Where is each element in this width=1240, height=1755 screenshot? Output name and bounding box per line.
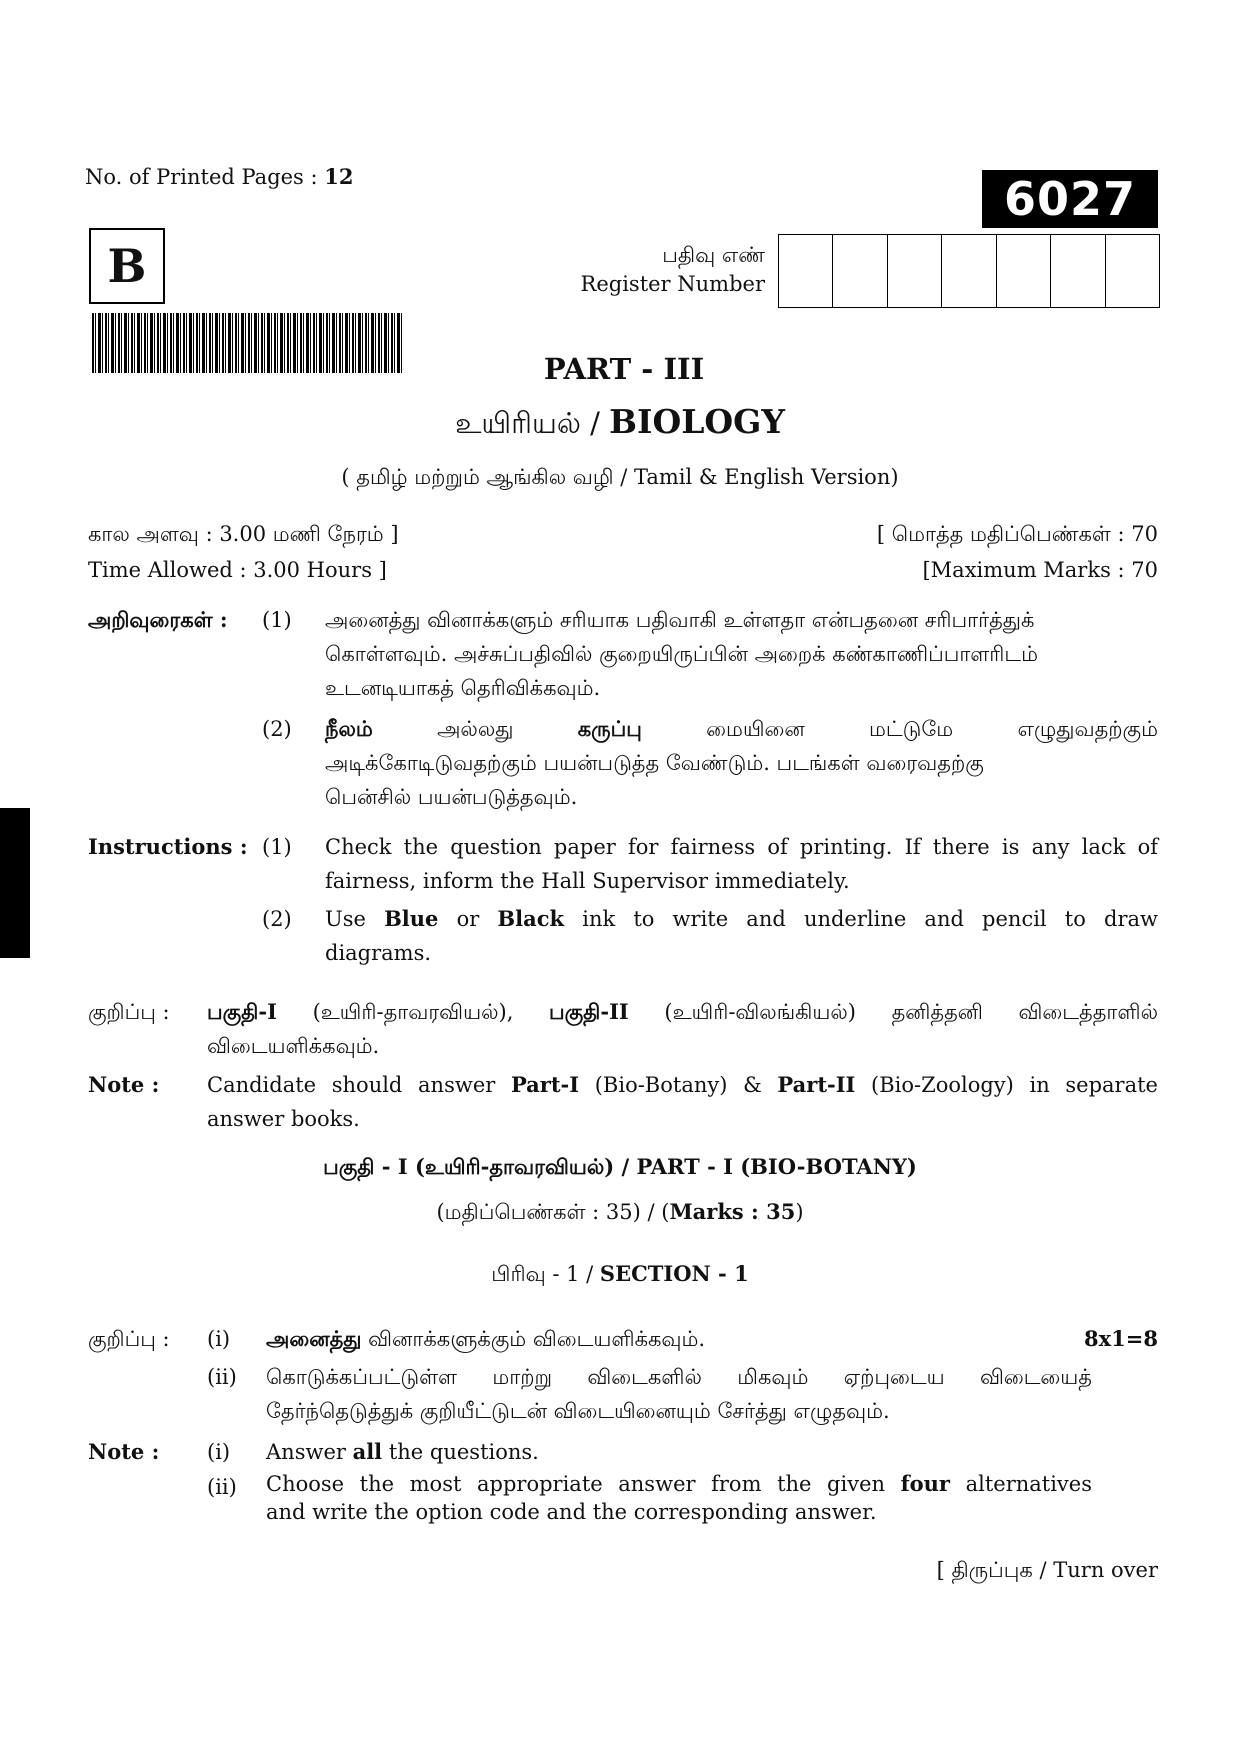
word-black: கருப்பு xyxy=(577,716,642,741)
section-note-tamil-num-2: (ii) xyxy=(207,1365,237,1389)
turn-over: [ திருப்புக / Turn over xyxy=(936,1558,1158,1582)
line: பகுதி-I (உயிரி-தாவரவியல்), பகுதி-II (உயிரி-விலங்கியல்) தனித்தனி விடைத்தாளில் xyxy=(207,999,1158,1024)
part1-marks xyxy=(0,1195,1240,1229)
instructions-english-label: Instructions : xyxy=(88,834,248,859)
section-note-english-label: Note : xyxy=(88,1439,160,1464)
part1-marks-english: Marks : 35 xyxy=(669,1199,796,1224)
section1-heading xyxy=(0,1257,1240,1291)
register-digit-box[interactable] xyxy=(833,235,887,307)
section-note-english-num-2: (ii) xyxy=(207,1475,237,1499)
register-digit-box[interactable] xyxy=(888,235,942,307)
instructions-tamil-item-2 xyxy=(325,712,1158,814)
register-digit-box[interactable] xyxy=(779,235,833,307)
section-note-english-item-2 xyxy=(266,1470,1092,1526)
part-title: PART - III xyxy=(543,352,705,386)
time-tamil: கால அளவு : 3.00 மணி நேரம் ] xyxy=(88,522,399,546)
instructions-english-num-1: (1) xyxy=(262,835,292,859)
line: and write the option code and the corresponding answer. xyxy=(266,1500,877,1524)
line: உடனடியாகத் தெரிவிக்கவும். xyxy=(325,676,601,700)
part1-heading-english: PART - I (BIO-BOTANY) xyxy=(636,1154,917,1179)
line: diagrams. xyxy=(325,941,432,965)
marks-english: [Maximum Marks : 70 xyxy=(922,558,1158,582)
printed-pages xyxy=(85,160,354,194)
paren: ) xyxy=(795,1200,804,1224)
line: Check the question paper for fairness of printing. If there is any lack of xyxy=(325,835,1158,859)
note-tamil-label: குறிப்பு : xyxy=(88,1000,170,1024)
line: fairness, inform the Hall Supervisor immediately. xyxy=(325,869,850,893)
part1-marks-tamil: (மதிப்பெண்கள் : 35) / ( xyxy=(436,1200,670,1224)
line: Choose the most appropriate answer from the given four alternatives xyxy=(266,1471,1092,1496)
bold-word: அனைத்து xyxy=(266,1326,362,1351)
section-note-tamil-item-2 xyxy=(266,1360,1092,1428)
text: வினாக்களுக்கும் விடையளிக்கவும். xyxy=(361,1327,706,1351)
register-digit-box[interactable] xyxy=(942,235,996,307)
note-english-text xyxy=(207,1068,1158,1136)
note-english-label: Note : xyxy=(88,1072,160,1097)
page-edge-marker xyxy=(0,808,30,958)
word: மட்டுமே xyxy=(869,717,954,741)
instructions-tamil-num-1: (1) xyxy=(262,608,292,632)
instructions-english-item-2 xyxy=(325,902,1158,970)
instructions-english-num-2: (2) xyxy=(262,907,292,931)
section1-heading-english: SECTION - 1 xyxy=(599,1261,749,1286)
section-note-english-item-1: Answer all the questions. xyxy=(266,1439,539,1464)
section-note-english-num-1: (i) xyxy=(207,1440,231,1464)
word-blue: நீலம் xyxy=(325,716,373,741)
line: அடிக்கோடிடுவதற்கும் பயன்படுத்த வேண்டும். படங்கள் வரைவதற்கு xyxy=(325,751,984,775)
section-note-tamil-label: குறிப்பு : xyxy=(88,1327,170,1351)
line: விடையளிக்கவும். xyxy=(207,1034,380,1058)
line: கொள்ளவும். அச்சுப்பதிவில் குறையிருப்பின் அறைக் கண்காணிப்பாளரிடம் xyxy=(325,642,1038,666)
register-digit-box[interactable] xyxy=(1051,235,1105,307)
word: எழுதுவதற்கும் xyxy=(1017,717,1158,741)
register-number-boxes[interactable] xyxy=(778,234,1160,308)
subject-title xyxy=(0,402,1240,444)
series-letter: B xyxy=(89,228,165,304)
part1-heading-tamil: பகுதி - I (உயிரி-தாவரவியல்) / xyxy=(323,1154,637,1179)
section-marks: 8x1=8 xyxy=(1084,1326,1158,1351)
word: அல்லது xyxy=(437,717,514,741)
time-english: Time Allowed : 3.00 Hours ] xyxy=(88,558,387,582)
register-digit-box[interactable] xyxy=(997,235,1051,307)
register-digit-box[interactable] xyxy=(1106,235,1159,307)
section-note-tamil-num-1: (i) xyxy=(207,1327,231,1351)
line xyxy=(325,712,1158,746)
line: answer books. xyxy=(207,1107,360,1131)
subject-english: BIOLOGY xyxy=(609,402,785,441)
section-note-tamil-item-1 xyxy=(266,1322,705,1356)
line: பென்சில் பயன்படுத்தவும். xyxy=(325,785,578,809)
register-label-tamil: பதிவு எண் xyxy=(662,243,765,267)
marks-tamil: [ மொத்த மதிப்பெண்கள் : 70 xyxy=(876,522,1158,546)
register-label-english: Register Number xyxy=(580,272,765,296)
part1-heading xyxy=(0,1150,1240,1184)
paper-code: 6027 xyxy=(982,170,1158,228)
version-line: ( தமிழ் மற்றும் ஆங்கில வழி / Tamil & English Version) xyxy=(341,465,899,489)
subject-tamil: உயிரியல் / xyxy=(455,406,610,440)
instructions-tamil-item-1 xyxy=(325,603,1158,705)
note-tamil-text xyxy=(207,995,1158,1063)
line: அனைத்து வினாக்களும் சரியாக பதிவாகி உள்ளதா என்பதனை சரிபார்த்துக் xyxy=(325,608,1035,632)
line: தேர்ந்தெடுத்துக் குறியீட்டுடன் விடையினையும் சேர்த்து எழுதவும். xyxy=(266,1399,890,1423)
instructions-english-item-1 xyxy=(325,830,1158,898)
printed-pages-value: 12 xyxy=(324,164,354,189)
line: Use Blue or Black ink to write and underline and pencil to draw xyxy=(325,906,1158,931)
section1-heading-tamil: பிரிவு - 1 / xyxy=(491,1262,600,1286)
word: மையினை xyxy=(706,717,805,741)
instructions-tamil-label: அறிவுரைகள் : xyxy=(88,607,228,632)
printed-pages-label: No. of Printed Pages : xyxy=(85,165,325,189)
instructions-tamil-num-2: (2) xyxy=(262,717,292,741)
line: கொடுக்கப்பட்டுள்ள மாற்று விடைகளில் மிகவும் ஏற்புடைய விடையைத் xyxy=(266,1365,1092,1389)
line: Candidate should answer Part-I (Bio-Botany) & Part-II (Bio-Zoology) in separate xyxy=(207,1072,1158,1097)
